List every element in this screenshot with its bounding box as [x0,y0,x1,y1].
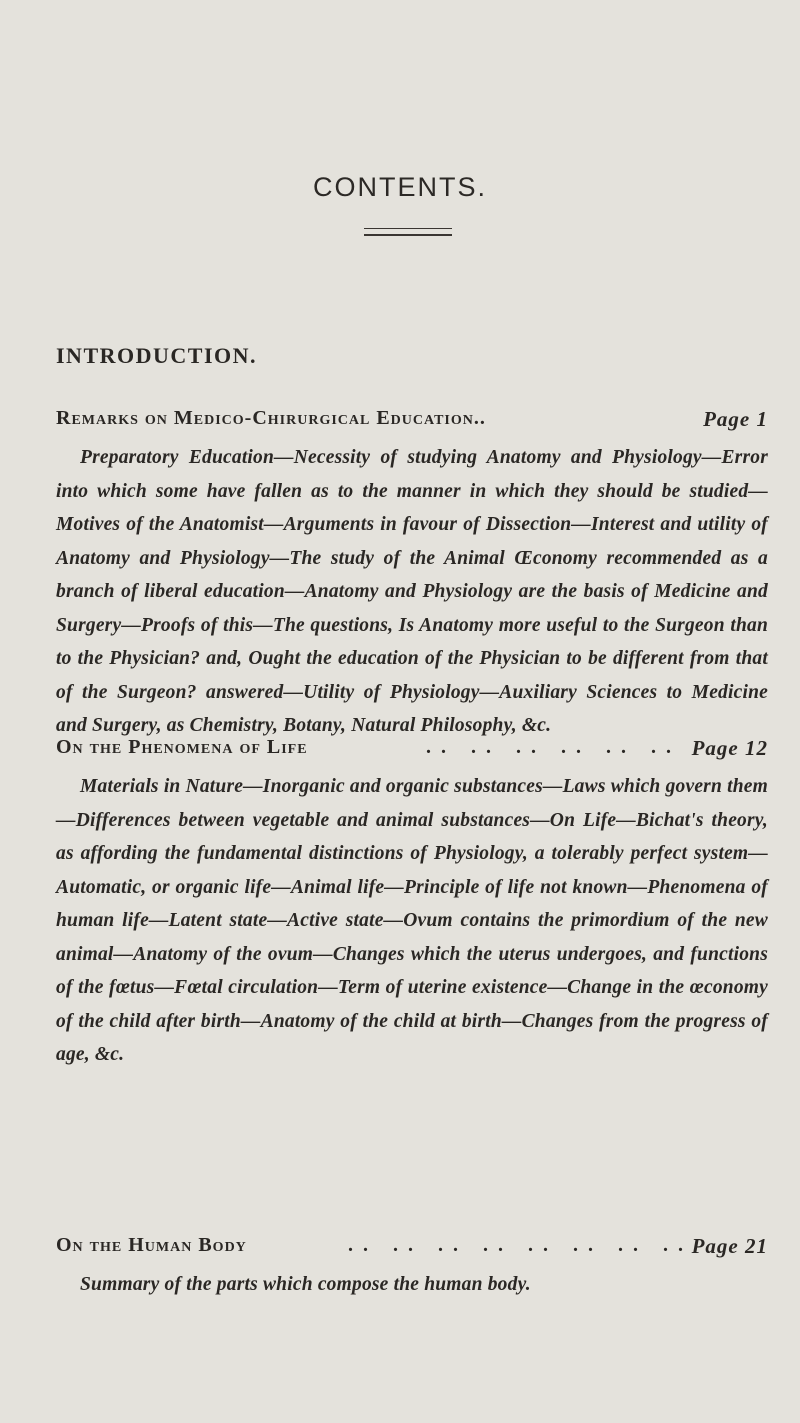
entry-summary: Summary of the parts which compose the human body. [80,1274,531,1295]
contents-entry [56,407,768,743]
entry-heading: On the Phenomena of Life [56,736,308,758]
entry-heading-line [56,407,768,441]
entry-heading: On the Human Body [56,1234,247,1256]
entry-heading-line [56,736,768,770]
title-rule-thick [364,234,452,236]
entry-heading-line [56,1234,768,1268]
entry-summary: Materials in Nature—Inorganic and organic substances—Laws which govern them—Differences between vegetable and animal substances—On Life—Bichat's theory, as affording the fundamental distinctions of Physiology, a tolerably perfect system—Automatic, or organic life—Animal life—Principle of life not known—Phenomena of human life—Latent state—Active state—Ovum contains the primordium of the new animal—Anatomy of the ovum—Changes which the uterus undergoes, and functions of the fœtus—Fœtal circulation—Term of uterine existence—Change in the œconomy of the child after birth—Anatomy of the child at birth—Changes from the progress of age, &c. [56,776,768,1065]
contents-entry [56,1234,768,1302]
entry-heading: Remarks on Medico-Chirurgical Education.. [56,407,486,429]
entry-page-ref: Page 12 [691,736,768,760]
contents-entry [56,736,768,1072]
leader-dots: .. .. .. .. .. .. .. .. [348,1234,693,1256]
entry-page-ref: Page 1 [703,407,768,431]
introduction-heading: INTRODUCTION. [56,343,258,368]
leader-dots: .. .. .. .. .. .. [426,736,681,758]
title-rule-thin [364,228,452,229]
page-title: CONTENTS. [312,172,487,202]
entry-page-ref: Page 21 [691,1234,768,1258]
entry-summary: Preparatory Education—Necessity of studying Anatomy and Physiology—Error into which some have fallen as to the manner in which they should be studied—Motives of the Anatomist—Arguments in favour of Dissection—Interest and utility of Anatomy and Physiology—The study of the Animal Œconomy recommended as a branch of liberal education—Anatomy and Physiology are the basis of Medicine and Surgery—Proofs of this—The questions, Is Anatomy more useful to the Surgeon than to the Physician? and, Ought the education of the Physician to be different from that of the Surgeon? answered—Utility of Physiology—Auxiliary Sciences to Medicine and Surgery, as Chemistry, Botany, Natural Philosophy, &c. [56,447,768,736]
